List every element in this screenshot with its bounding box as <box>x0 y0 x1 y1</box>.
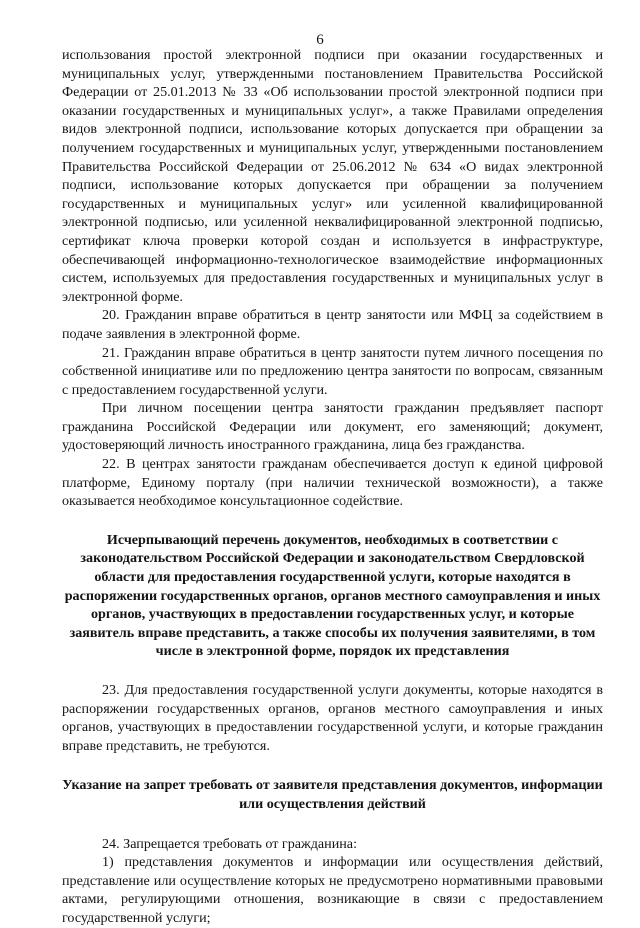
paragraph-20: 20. Гражданин вправе обратиться в центр занятости или МФЦ за содействием в подаче заявления в электронной форме. <box>62 307 603 342</box>
document-body <box>62 46 603 928</box>
section-heading-prohibition: Указание на запрет требовать от заявителя представления документов, информации или осуществления действий <box>62 777 603 812</box>
paragraph-22: 22. В центрах занятости гражданам обеспечивается доступ к единой цифровой платформе, Единому порталу (при наличии технической возможности), а также оказывается необходимое консультационное содействие. <box>62 456 603 510</box>
paragraph-continuation: использования простой электронной подписи при оказании государственных и муниципальных услуг, утвержденными постановлением Правительства Российской Федерации от 25.01.2013 № 33 «Об использовании простой электронной подписи при оказании государственных и муниципальных услуг», а также Правилами определения видов электронной подписи, использование которых допускается при обращении за получением государственных и муниципальных услуг, утвержденными постановлением Правительства Российской Федерации от 25.06.2012 № 634 «О видах электронной подписи, использование которых допускается при обращении за получением государственных и муниципальных услуг» или усиленной квалифицированной электронной подписью, или усиленной неквалифицированной электронной подписью, сертификат ключа проверки которой создан и используется в инфраструктуре, обеспечивающей информационно-технологическое взаимодействие информационных систем, используемых для предоставления государственных и муниципальных услуг в электронной форме. <box>62 47 603 305</box>
section-heading-documents-list: Исчерпывающий перечень документов, необходимых в соответствии с законодательством Российской Федерации и законодательством Свердловской области для предоставления государственной услуги, которые находятся в распоряжении государственных органов, органов местного самоуправления и иных органов, участвующих в предоставлении государственных услуг, и которые заявитель вправе представить, а также способы их получения заявителями, в том числе в электронной форме, порядок их представления <box>64 531 601 660</box>
paragraph-24: 24. Запрещается требовать от гражданина: <box>102 835 357 852</box>
paragraph-24-item-1: 1) представления документов и информации или осуществления действий, представление или осуществление которых не предусмотрено нормативными правовыми актами, регулирующими отношения, возникающие в связи с предоставлением государственной услуги; <box>62 854 603 926</box>
paragraph-23: 23. Для предоставления государственной услуги документы, которые находятся в распоряжении государственных органов, органов местного самоуправления и иных органов, участвующих в предоставлении государственной услуги, и которые гражданин вправе представить, не требуются. <box>62 682 603 754</box>
paragraph-21: 21. Гражданин вправе обратиться в центр занятости путем личного посещения по собственной инициативе или по предложению центра занятости по вопросам, связанным с предоставлением государственной услуги. <box>62 344 603 398</box>
paragraph-21-passport: При личном посещении центра занятости гражданин предъявляет паспорт гражданина Российской Федерации или документ, его заменяющий; документ, удостоверяющий личность иностранного гражданина, лица без гражданства. <box>62 400 603 454</box>
page-number: 6 <box>316 32 324 48</box>
